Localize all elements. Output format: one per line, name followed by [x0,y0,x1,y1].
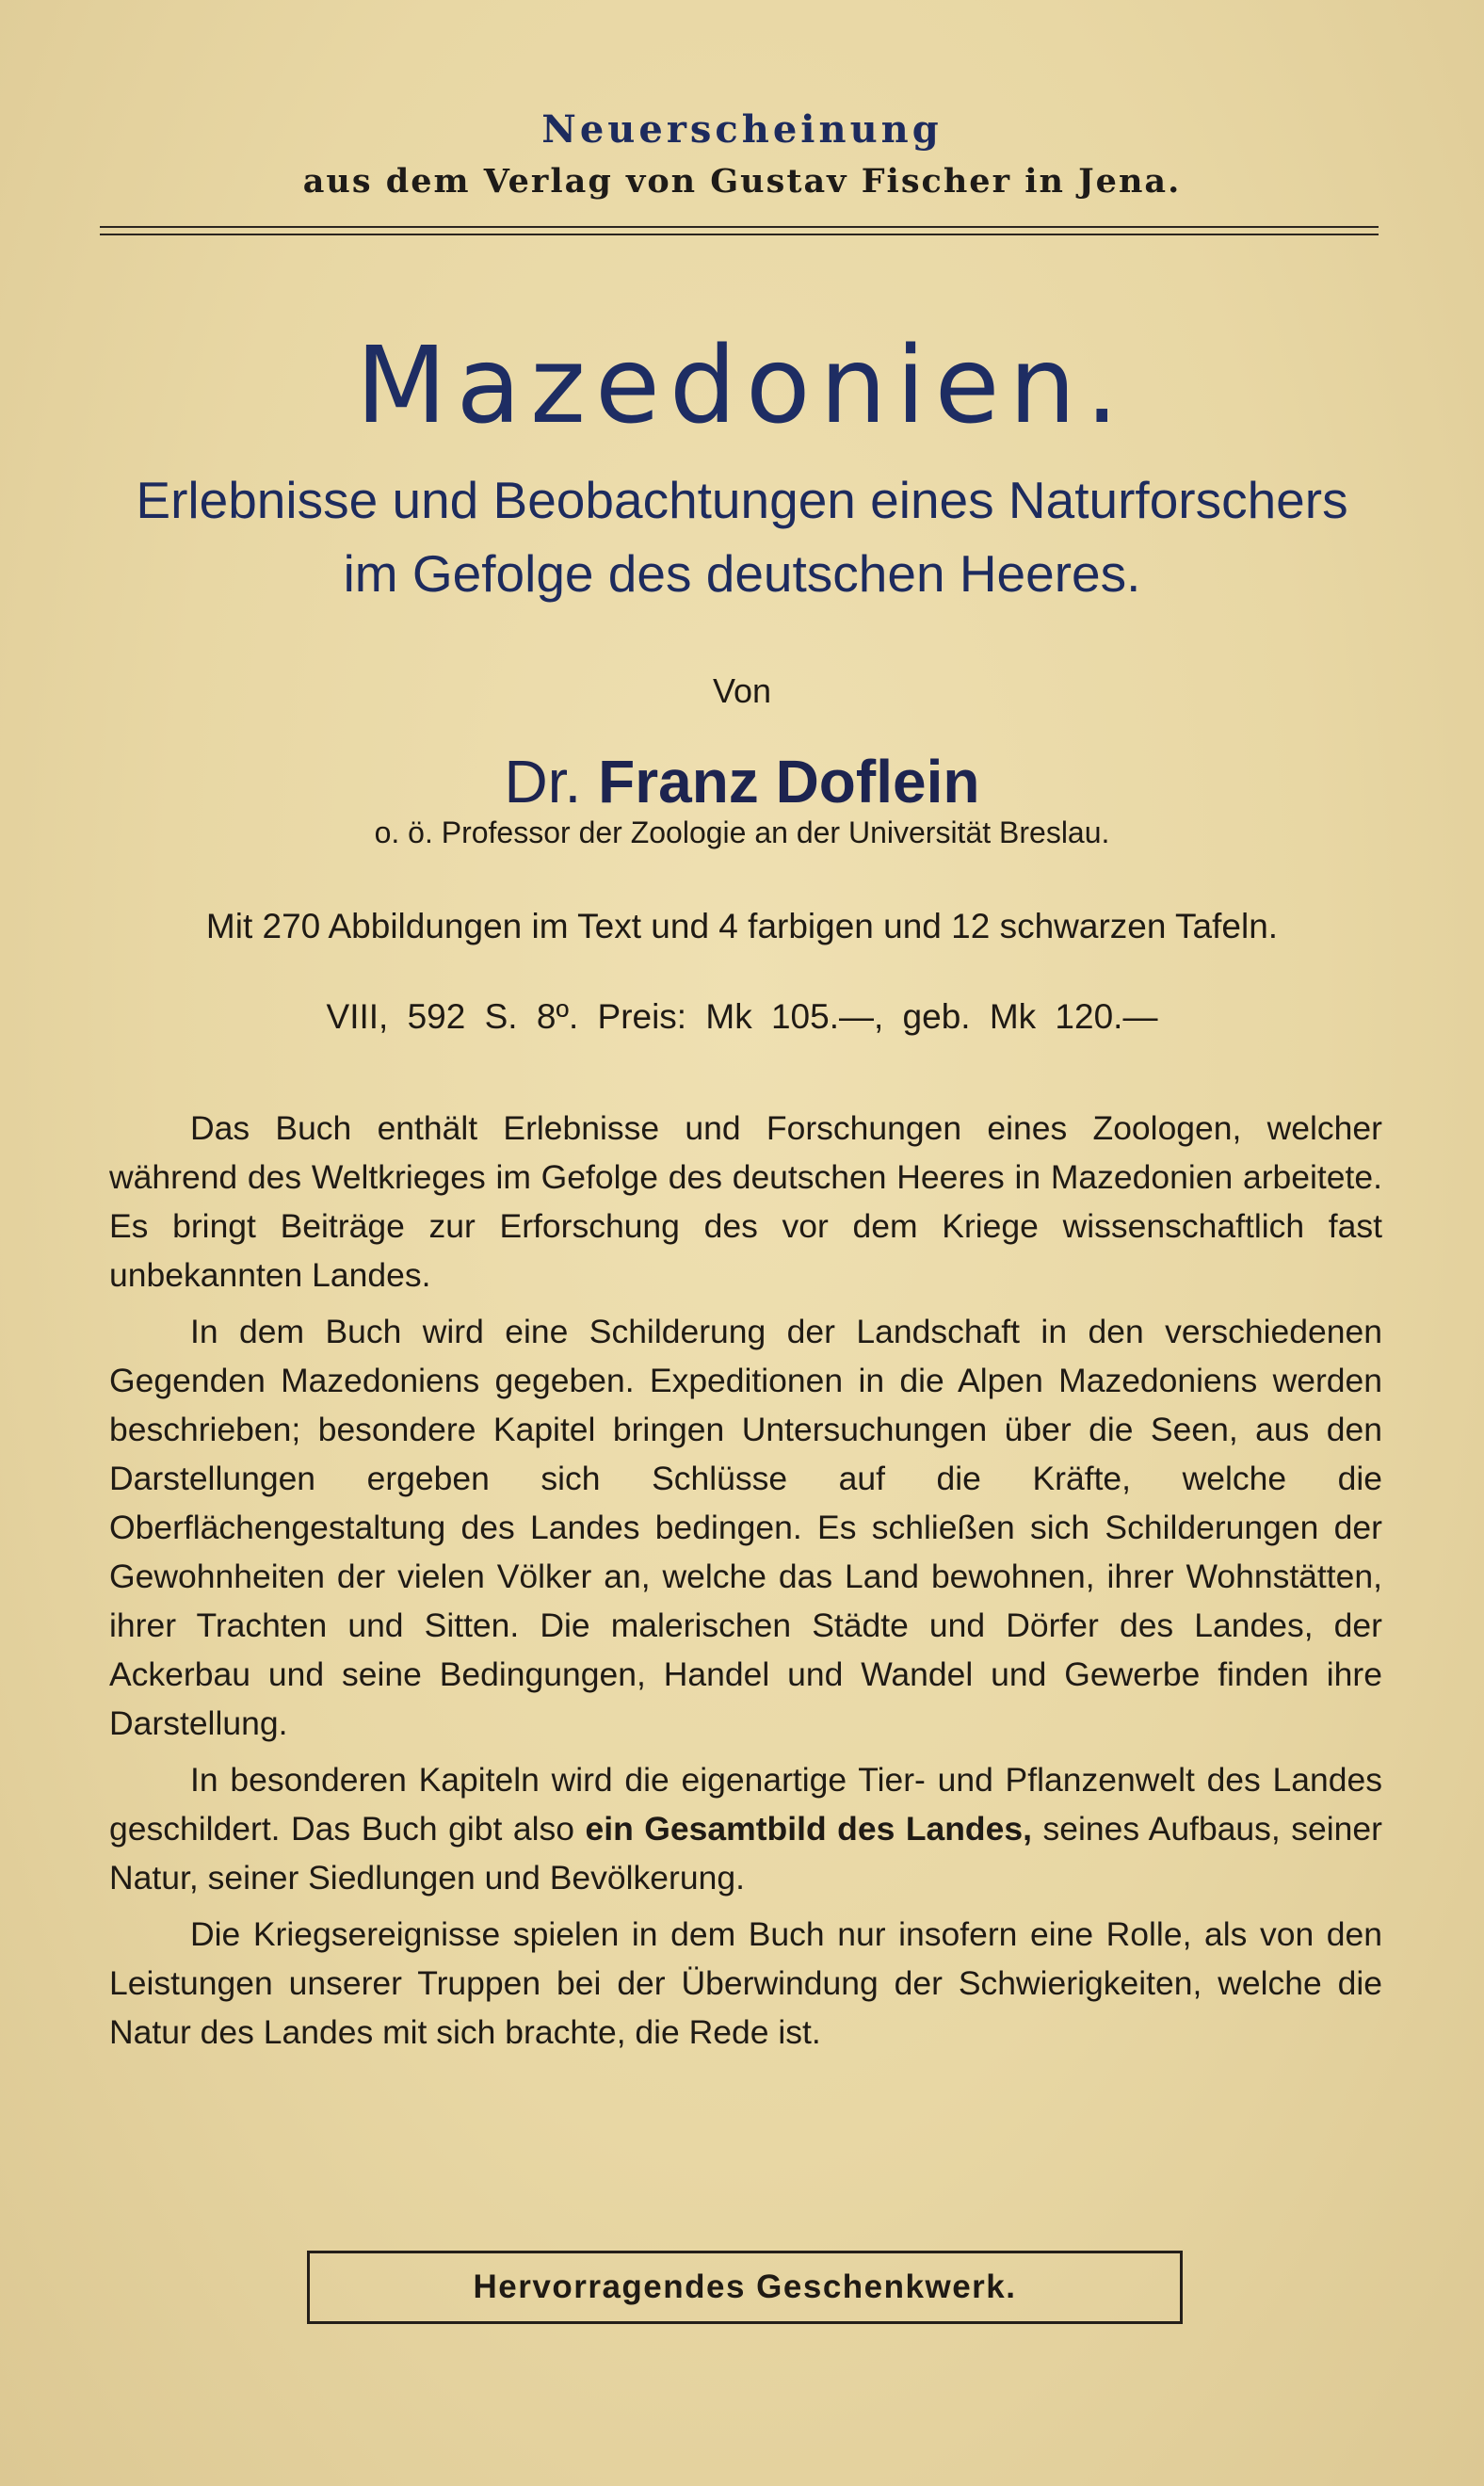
author-affiliation: o. ö. Professor der Zoologie an der Universität Breslau. [374,815,1110,849]
subtitle-line-1: Erlebnisse und Beobachtungen eines Naturforschers [136,471,1348,529]
book-subtitle [0,463,1484,610]
author-fullname: Franz Doflein [598,748,980,815]
description-paragraph-1: Das Buch enthält Erlebnisse und Forschungen eines Zoologen, welcher während des Weltkrieges im Gefolge des deutschen Heeres in Mazedonien arbeitete. Es bringt Beiträge zur Erforschung des vor dem Kriege wissenschaftlich fast unbekannten Landes. [109,1109,1382,1294]
header-divider-bottom [100,234,1379,235]
byline: Von [712,671,772,710]
book-title: Mazedonien. [355,325,1129,447]
illustrations-info: Mit 270 Abbildungen im Text und 4 farbigen und 12 schwarzen Tafeln. [205,907,1279,945]
author-name [0,744,1484,819]
description-paragraph-2: In dem Buch wird eine Schilderung der Landschaft in den verschiedenen Gegenden Mazedoniens gegeben. Expeditionen in die Alpen Mazedoniens werden beschrieben; besondere Kapitel bringen Untersuchungen über die Seen, aus den Darstellungen ergeben sich Schlüsse auf die Kräfte, welche die Oberflächengestaltung des Landes bedingen. Es schließen sich Schilderungen der Gewohnheiten der vielen Völker an, welche das Land bewohnen, ihrer Wohnstätten, ihrer Trachten und Sitten. Die malerischen Städte und Dörfer des Landes, der Ackerbau und seine Bedingungen, Handel und Wandel und Gewerbe finden ihre Darstellung. [109,1313,1382,1742]
subtitle-line-2: im Gefolge des deutschen Heeres. [343,544,1141,603]
publisher-line: aus dem Verlag von Gustav Fischer in Jena. [302,162,1182,201]
description-paragraph-3 [109,1755,1382,1902]
publisher-header [0,104,1484,207]
description-paragraph-4: Die Kriegsereignisse spielen in dem Buch nur insofern eine Rolle, als von den Leistungen unserer Truppen bei der Überwindung der Schwierigkeiten, welche die Natur des Landes mit sich brachte, die Rede ist. [109,1915,1382,2051]
description-body [109,1104,1382,2064]
price-info: VIII, 592 S. 8º. Preis: Mk 105.—, geb. Mk 120.— [326,997,1158,1036]
gift-work-banner: Hervorragendes Geschenkwerk. [307,2251,1183,2324]
header-divider-top [100,226,1379,228]
author-prefix: Dr. [504,748,582,815]
paragraph-3-start: In besonderen Kapiteln wird die eigenartige Tier- und Pflanzenwelt des Landes geschildert. Das Buch gibt also [109,1761,1382,1848]
paragraph-3-emphasis: ein Gesamtbild des Landes, [585,1810,1032,1848]
paragraph-3-end: seines Aufbaus, seiner Natur, seiner Siedlungen und Bevölkerung. [109,1810,1382,1897]
new-release-label: Neuerscheinung [541,107,943,152]
